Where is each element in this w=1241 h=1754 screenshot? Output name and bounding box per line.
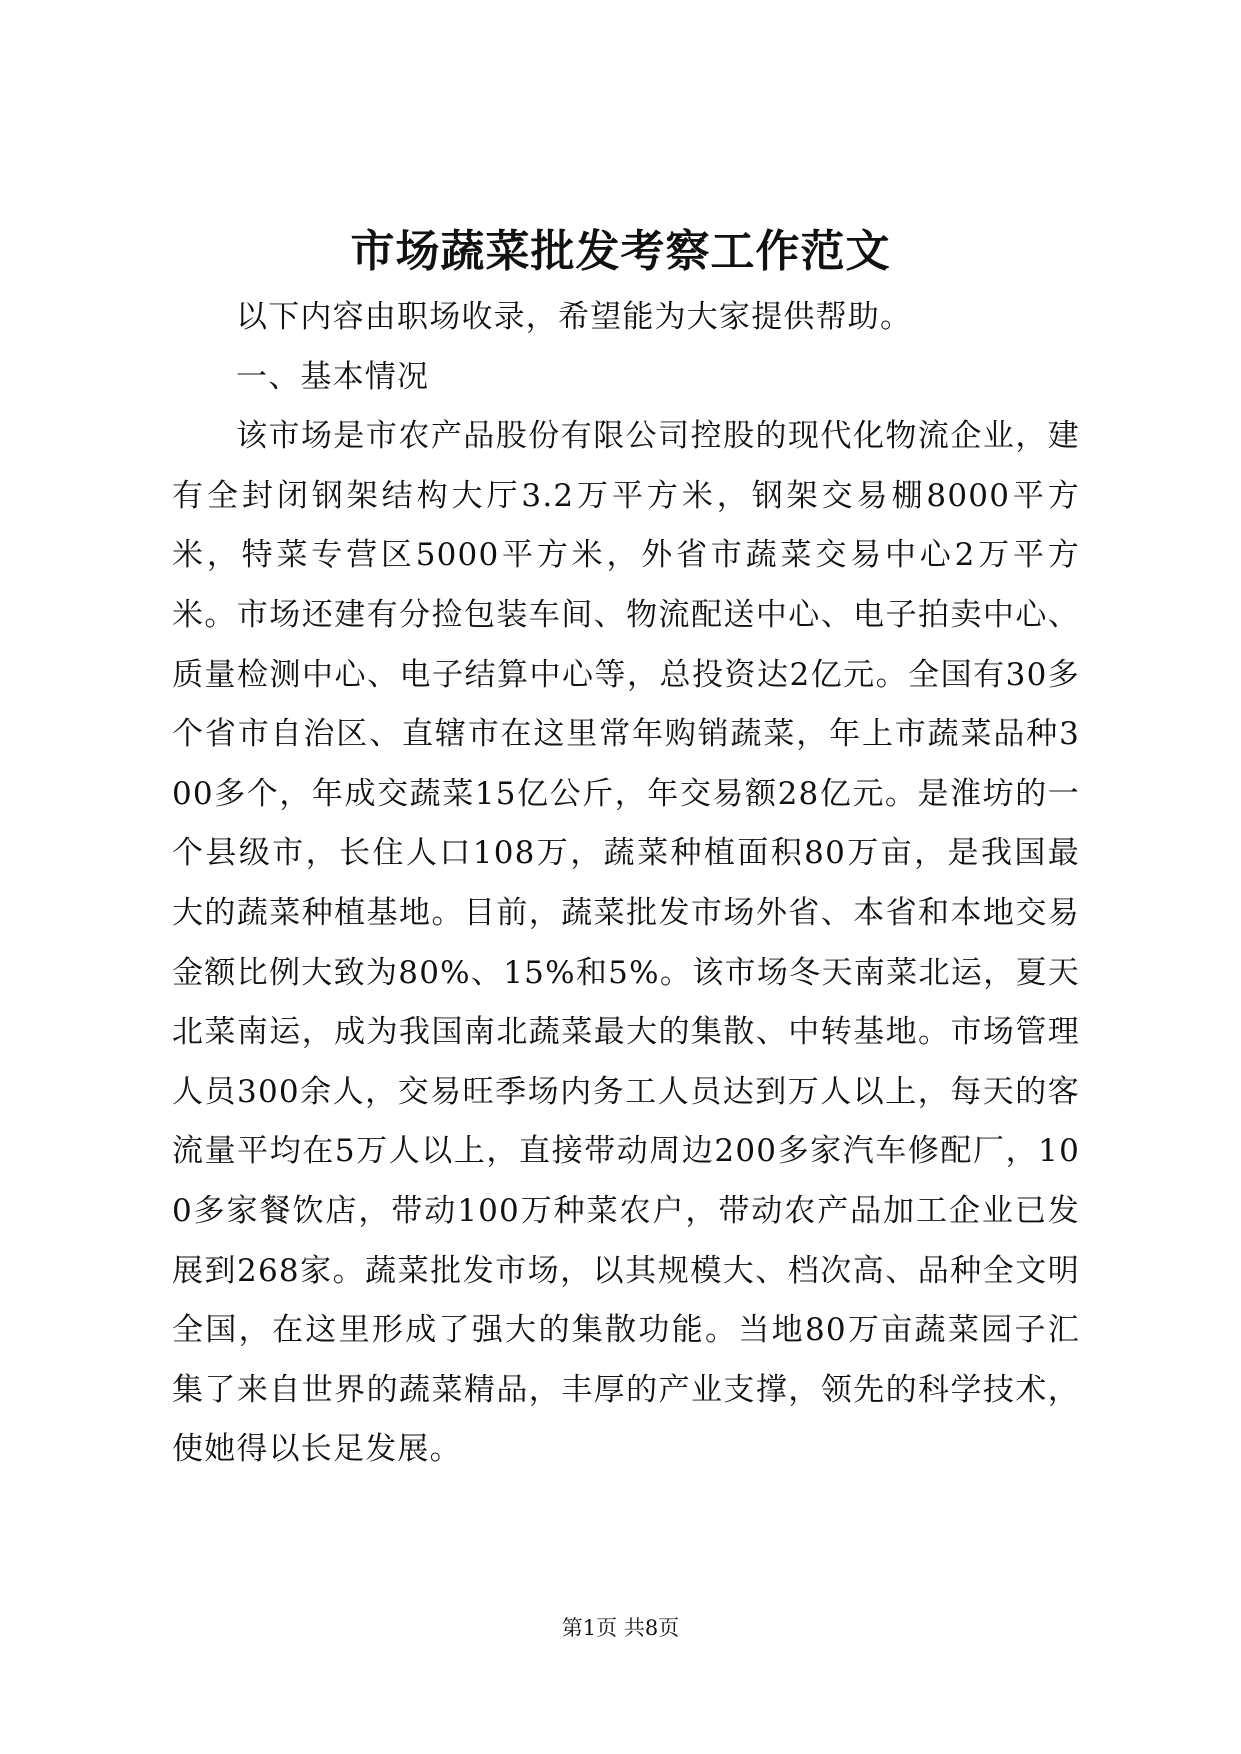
document-title: 市场蔬菜批发考察工作范文 <box>350 226 891 277</box>
page-footer <box>0 1613 1241 1643</box>
page-number: 第1页 共8页 <box>561 1616 680 1640</box>
intro-paragraph: 以下内容由职场收录，希望能为大家提供帮助。 <box>236 299 913 335</box>
section-heading: 一、基本情况 <box>236 358 430 395</box>
body-paragraph: 该市场是市农产品股份有限公司控股的现代化物流企业，建有全封闭钢架结构大厅3.2万平方米，钢架交易棚8000平方米，特菜专营区5000平方米，外省市蔬菜交易中心2万平方米。市场还建有分捡包装车间、物流配送中心、电子拍卖中心、质量检测中心、电子结算中心等，总投资达2亿元。全国有30多个省市自治区、直辖市在这里常年购销蔬菜，年上市蔬菜品种300多个，年成交蔬菜15亿公斤，年交易额28亿元。是淮坊的一个县级市，长住人口108万，蔬菜种植面积80万亩，是我国最大的蔬菜种植基地。目前，蔬菜批发市场外省、本省和本地交易金额比例大致为80%、15%和5%。该市场冬天南菜北运，夏天北菜南运，成为我国南北蔬菜最大的集散、中转基地。市场管理人员300余人，交易旺季场内务工人员达到万人以上，每天的客流量平均在5万人以上，直接带动周边200多家汽车修配厂，100多家餐饮店，带动100万种菜农户，带动农产品加工企业已发展到268家。蔬菜批发市场，以其规模大、档次高、品种全文明全国，在这里形成了强大的集散功能。当地80万亩蔬菜园子汇集了来自世界的蔬菜精品，丰厚的产业支撑，领先的科学技术，使她得以长足发展。 <box>172 418 1080 1468</box>
document-body <box>172 288 1080 1480</box>
